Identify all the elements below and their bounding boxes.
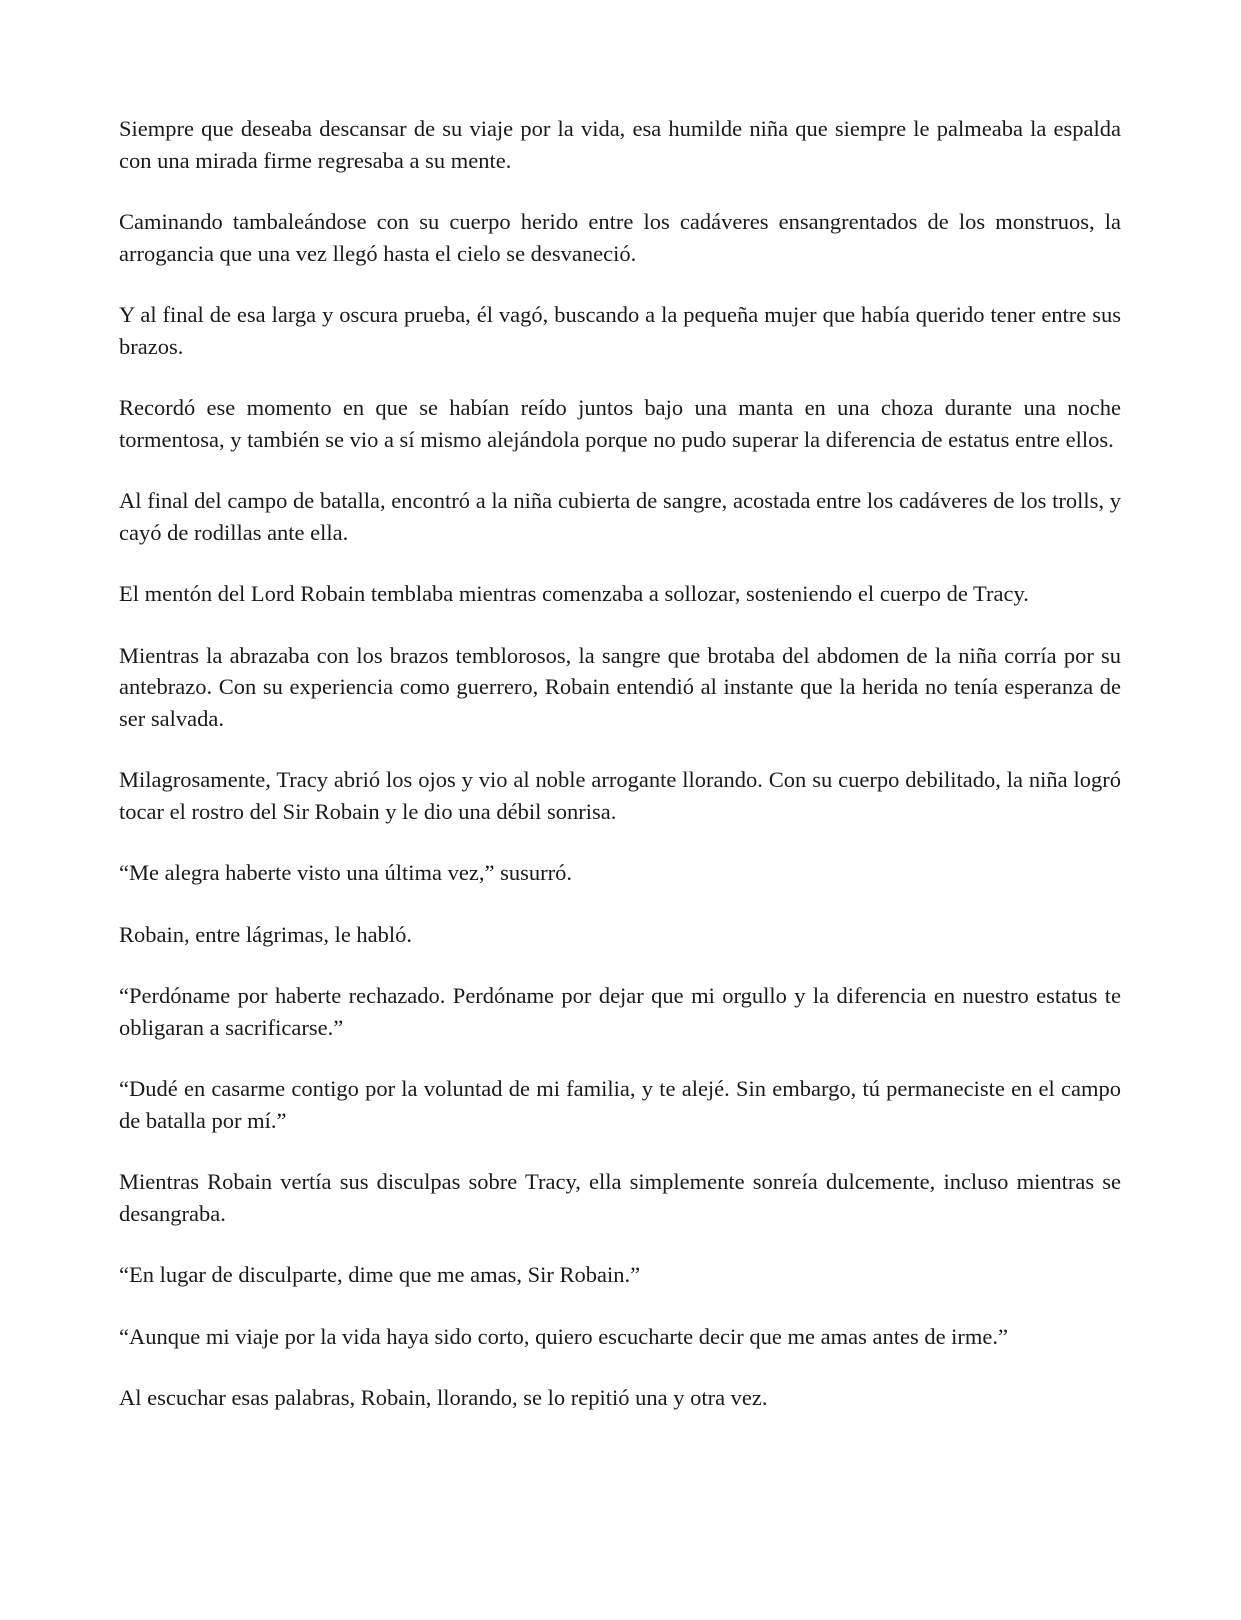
paragraph: “Dudé en casarme contigo por la voluntad de mi familia, y te alejé. Sin embargo, tú permaneciste en el campo de batalla por mí.” (119, 1076, 1121, 1133)
paragraph: Al escuchar esas palabras, Robain, llorando, se lo repitió una y otra vez. (119, 1385, 768, 1410)
paragraph: Mientras Robain vertía sus disculpas sobre Tracy, ella simplemente sonreía dulcemente, incluso mientras se desangraba. (119, 1169, 1121, 1226)
paragraph: Caminando tambaleándose con su cuerpo herido entre los cadáveres ensangrentados de los monstruos, la arrogancia que una vez llegó hasta el cielo se desvaneció. (119, 209, 1121, 266)
paragraph: Al final del campo de batalla, encontró a la niña cubierta de sangre, acostada entre los cadáveres de los trolls, y cayó de rodillas ante ella. (119, 488, 1121, 545)
paragraph: Siempre que deseaba descansar de su viaje por la vida, esa humilde niña que siempre le palmeaba la espalda con una mirada firme regresaba a su mente. (119, 116, 1121, 173)
paragraph: Robain, entre lágrimas, le habló. (119, 921, 413, 947)
paragraph: Milagrosamente, Tracy abrió los ojos y vio al noble arrogante llorando. Con su cuerpo debilitado, la niña logró tocar el rostro del Sir Robain y le dio una débil sonrisa. (119, 767, 1121, 824)
document-page (119, 113, 1121, 1414)
paragraph: “Me alegra haberte visto una última vez,” susurró. (119, 860, 572, 885)
paragraph: “Aunque mi viaje por la vida haya sido corto, quiero escucharte decir que me amas antes de irme.” (119, 1323, 1009, 1349)
paragraph: Y al final de esa larga y oscura prueba, él vagó, buscando a la pequeña mujer que había querido tener entre sus brazos. (119, 302, 1121, 359)
paragraph: “En lugar de disculparte, dime que me amas, Sir Robain.” (119, 1262, 641, 1287)
paragraph: “Perdóname por haberte rechazado. Perdóname por dejar que mi orgullo y la diferencia en nuestro estatus te obligaran a sacrificarse.” (119, 983, 1121, 1040)
paragraph: Recordó ese momento en que se habían reído juntos bajo una manta en una choza durante una noche tormentosa, y también se vio a sí mismo alejándola porque no pudo superar la diferencia de estatus entre ellos. (119, 395, 1121, 452)
paragraph: Mientras la abrazaba con los brazos temblorosos, la sangre que brotaba del abdomen de la niña corría por su antebrazo. Con su experiencia como guerrero, Robain entendió al instante que la herida no tenía esperanza de ser salvada. (119, 642, 1121, 731)
paragraph: El mentón del Lord Robain temblaba mientras comenzaba a sollozar, sosteniendo el cuerpo de Tracy. (119, 581, 1029, 606)
